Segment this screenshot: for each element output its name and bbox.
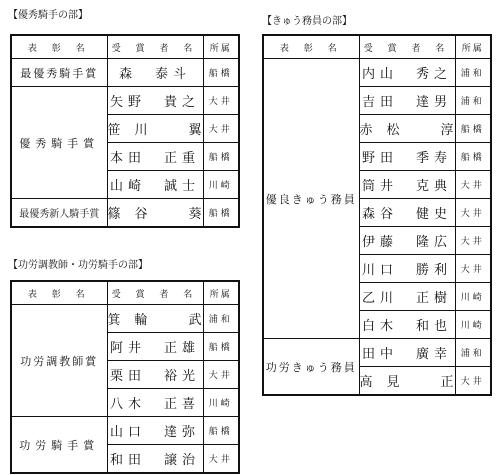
affiliation: 大井 (455, 227, 491, 255)
affiliation: 大井 (203, 445, 239, 474)
affiliation: 川崎 (455, 311, 491, 339)
header-award: 表 彰 名 (11, 35, 107, 59)
header-winner: 受 賞 者 名 (107, 35, 203, 59)
award-category: 最優秀騎手賞 (11, 59, 107, 87)
header-affiliation: 所属 (203, 281, 239, 305)
header-row (11, 281, 239, 305)
winner-name: 山口 達弥 (107, 417, 203, 445)
winner-name: 森谷 健史 (359, 199, 455, 227)
winner-name: 八木 正喜 (107, 389, 203, 417)
section-title-staff: 【きゅう務員の部】 (262, 16, 352, 27)
winner-name: 栗田 裕光 (107, 361, 203, 389)
table-row (11, 305, 239, 333)
affiliation: 船橋 (203, 199, 239, 228)
affiliation: 川崎 (455, 283, 491, 311)
award-category: 優秀騎手賞 (11, 87, 107, 199)
winner-name: 内山 秀之 (359, 59, 455, 87)
winner-name: 箕輪 武 (107, 305, 203, 333)
affiliation: 船橋 (455, 143, 491, 171)
table-row (11, 87, 239, 115)
winner-name: 森 泰斗 (107, 59, 203, 87)
header-winner: 受 賞 者 名 (107, 281, 203, 305)
winner-name: 和田 譲治 (107, 445, 203, 474)
affiliation: 浦和 (455, 87, 491, 115)
affiliation: 船橋 (203, 143, 239, 171)
header-row (263, 35, 491, 59)
table-row (11, 199, 239, 228)
affiliation: 浦和 (455, 339, 491, 367)
affiliation: 船橋 (203, 417, 239, 445)
winner-name: 吉田 達男 (359, 87, 455, 115)
award-category: 優良きゅう務員 (263, 59, 359, 339)
affiliation: 大井 (203, 115, 239, 143)
winner-name: 本田 正重 (107, 143, 203, 171)
winner-name: 笹川 翼 (107, 115, 203, 143)
winner-name: 乙川 正樹 (359, 283, 455, 311)
affiliation: 浦和 (203, 305, 239, 333)
header-row (11, 35, 239, 59)
header-affiliation: 所属 (455, 35, 491, 59)
winner-name: 筒井 克典 (359, 171, 455, 199)
table-row (263, 59, 491, 87)
section-title-merit: 【功労調教師・功労騎手の部】 (8, 260, 148, 271)
affiliation: 大井 (455, 367, 491, 396)
affiliation: 船橋 (203, 333, 239, 361)
winner-name: 白木 和也 (359, 311, 455, 339)
affiliation: 大井 (455, 171, 491, 199)
affiliation: 川崎 (203, 171, 239, 199)
winner-name: 篠谷 葵 (107, 199, 203, 228)
header-affiliation: 所属 (203, 35, 239, 59)
winner-name: 赤松 淳 (359, 115, 455, 143)
table-row (263, 339, 491, 367)
affiliation: 大井 (203, 361, 239, 389)
winner-name: 田中 廣幸 (359, 339, 455, 367)
award-category: 功労騎手賞 (11, 417, 107, 474)
table-row (11, 59, 239, 87)
award-category: 最優秀新人騎手賞 (11, 199, 107, 228)
header-award: 表 彰 名 (263, 35, 359, 59)
affiliation: 大井 (455, 199, 491, 227)
winner-name: 阿井 正雄 (107, 333, 203, 361)
winner-name: 山崎 誠士 (107, 171, 203, 199)
winner-name: 矢野 貴之 (107, 87, 203, 115)
section-title-excellent: 【優秀騎手の部】 (8, 10, 88, 21)
affiliation: 大井 (455, 255, 491, 283)
affiliation: 船橋 (203, 59, 239, 87)
winner-name: 伊藤 隆広 (359, 227, 455, 255)
affiliation: 浦和 (455, 59, 491, 87)
merit-award-table (10, 280, 240, 474)
winner-name: 川口 勝利 (359, 255, 455, 283)
header-winner: 受 賞 者 名 (359, 35, 455, 59)
affiliation: 船橋 (455, 115, 491, 143)
header-award: 表 彰 名 (11, 281, 107, 305)
award-category: 功労きゅう務員 (263, 339, 359, 396)
staff-award-table (262, 34, 492, 396)
affiliation: 川崎 (203, 389, 239, 417)
winner-name: 野田 季寿 (359, 143, 455, 171)
award-category: 功労調教師賞 (11, 305, 107, 417)
table-row (11, 417, 239, 445)
excellent-award-table (10, 34, 240, 228)
affiliation: 大井 (203, 87, 239, 115)
winner-name: 高見 正 (359, 367, 455, 396)
